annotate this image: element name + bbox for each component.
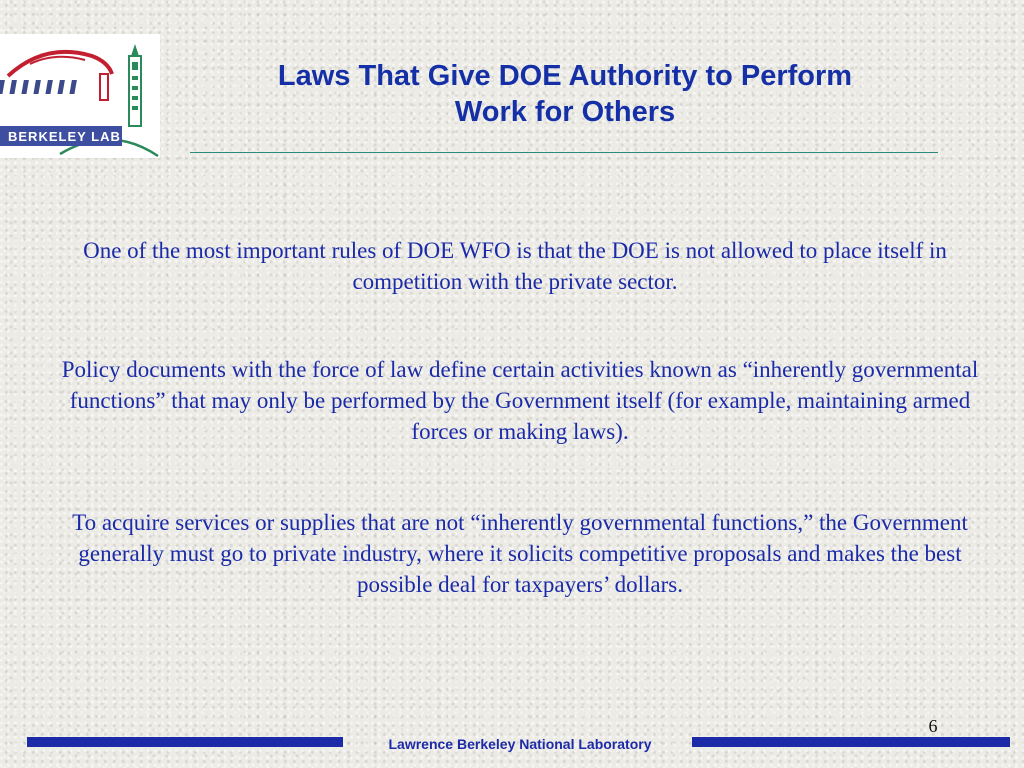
slide-title-line-1: Laws That Give DOE Authority to Perform [277, 60, 853, 92]
berkeley-lab-logo-graphic [0, 34, 160, 158]
slide-title [190, 58, 940, 130]
footer-bar-right [692, 737, 1010, 747]
paragraph-private-industry: To acquire services or supplies that are not “inherently governmental functions,” the Government generally must go to private industry, where it solicits competitive proposals and makes the best possible deal for taxpayers’ dollars. [72, 510, 968, 597]
footer-organization: Lawrence Berkeley National Laboratory [388, 736, 652, 752]
paragraph-inherently-governmental: Policy documents with the force of law define certain activities known as “inherently governmental functions” that may only be performed by the Government itself (for example, maintaining armed forces or making laws). [61, 357, 979, 444]
title-divider [190, 152, 938, 153]
page-number: 6 [928, 716, 938, 736]
paragraph-competition-rule: One of the most important rules of DOE WFO is that the DOE is not allowed to place itself in competition with the private sector. [83, 238, 947, 294]
footer-bar-left [27, 737, 343, 747]
berkeley-lab-logo [0, 34, 160, 158]
slide-title-line-2: Work for Others [454, 96, 676, 128]
svg-text:BERKELEY LAB: BERKELEY LAB [8, 129, 121, 144]
